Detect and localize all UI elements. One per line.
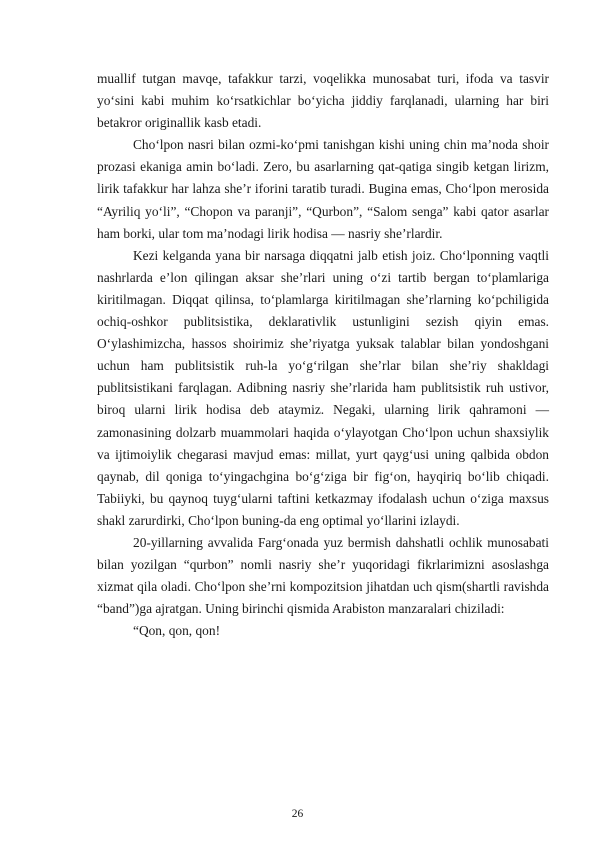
paragraph-continuation: muallif tutgan mavqe, tafakkur tarzi, voqelikka munosabat turi, ifoda va tasvir yo‘sini kabi muhim ko‘rsatkichlar bo‘yicha jiddiy farqlanadi, ularning har biri betakror originallik kasb etadi. (97, 71, 549, 131)
page-number: 26 (291, 808, 304, 820)
paragraph-qurbon-poem: 20-yillarning avvalida Farg‘onada yuz bermish dahshatli ochlik munosabati bilan yozilgan “qurbon” nomli nasriy she’r yuqoridagi fikrlarimizni asoslashga xizmat qila oladi. Cho‘lpon she’rni kompozitsion jihatdan uch qism(shartli ravishda “band”)ga ajratgan. Uning birinchi qismida Arabiston manzaralari chiziladi: (97, 534, 549, 617)
paragraph-cholpon-prose: Cho‘lpon nasri bilan ozmi-ko‘pmi tanishgan kishi uning chin ma’noda shoir prozasi ekaniga amin bo‘ladi. Zero, bu asarlarning qat-qatiga singib ketgan lirizm, lirik tafakkur har lahza she’r iforini taratib turadi. Bugina emas, Cho‘lpon merosida “Ayriliq yo‘li”, “Chopon va paranji”, “Qurbon”, “Salom senga” kabi qator asarlar ham borki, ular tom ma’nodagi lirik hodisa — nasriy she’rlardir. (97, 137, 549, 241)
paragraph-quote-opening: “Qon, qon, qon! (133, 623, 221, 639)
document-body (97, 68, 549, 642)
paragraph-publicistic-poems: Kezi kelganda yana bir narsaga diqqatni jalb etish joiz. Cho‘lponning vaqtli nashrlarda e’lon qilingan aksar she’rlari uning o‘zi tartib bergan to‘plamlariga kiritilmagan. Diqqat qilinsa, to‘plamlarga kiritilmagan she’rlarning ko‘pchiligida ochiq-oshkor publitsistika, deklarativlik ustunligini sezish qiyin emas. O‘ylashimizcha, hassos shoirimiz she’riyatga yuksak talablar bilan yondoshgani uchun ham publitsistik ruh-la yo‘g‘rilgan she’rlar bilan she’riy shakldagi publitsistikani farqlagan. Adibning nasriy she’rlarida ham publitsistik ruh ustivor, biroq ularni lirik hodisa deb ataymiz. Negaki, ularning lirik qahramoni — zamonasining dolzarb muammolari haqida o‘ylayotgan Cho‘lpon uchun shaxsiylik va ijtimoiylik chegarasi mavjud emas: millat, yurt qayg‘usi uning qalbida obdon qaynab, dil qoniga to‘yingachgina bo‘g‘ziga bir fig‘on, hayqiriq bo‘lib chiqadi. Tabiiyki, bu qaynoq tuyg‘ularni taftini ketkazmay ifodalash uchun o‘ziga maxsus shakl zarurdirki, Cho‘lpon buning-da eng optimal yo‘llarini izlaydi. (97, 247, 549, 528)
